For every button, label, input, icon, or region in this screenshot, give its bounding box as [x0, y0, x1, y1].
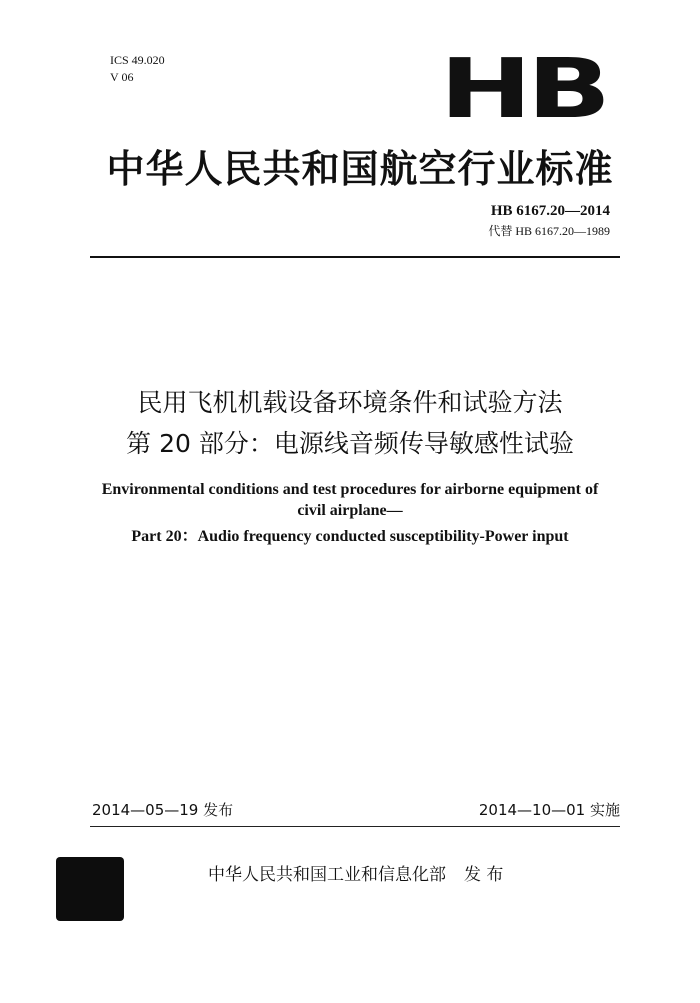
hb-logo [439, 42, 607, 137]
ics-code: ICS 49.020 [110, 53, 165, 67]
document-title-en-line1: Environmental conditions and test procedures for airborne equipment of [101, 481, 599, 498]
standard-category-title: 中华人民共和国航空行业标准 [106, 147, 614, 191]
issuing-authority [208, 860, 503, 885]
effective-date: 2014—10—01 实施 [478, 801, 620, 819]
hb-logo-text: HB [439, 42, 607, 137]
issue-date: 2014—05—19 发布 [92, 801, 234, 819]
replaces-standard: 代替 HB 6167.20—1989 [488, 224, 610, 238]
footer-divider [90, 826, 620, 827]
document-title-zh-line2: 第 20 部分：电源线音频传导敏感性试验 [126, 429, 574, 458]
seal-mark [56, 857, 124, 921]
issuer-action: 发 布 [464, 865, 504, 885]
document-title-zh-line1: 民用飞机机载设备环境条件和试验方法 [137, 388, 563, 417]
document-title-en-line2: civil airplane— [297, 502, 403, 519]
standard-number: HB 6167.20—2014 [490, 203, 610, 219]
classification-codes [110, 52, 165, 86]
document-title-en-line3: Part 20：Audio frequency conducted susceptibility-Power input [131, 528, 569, 545]
header-divider [90, 256, 620, 258]
issuer-name: 中华人民共和国工业和信息化部 [208, 865, 446, 885]
ccs-code: V 06 [110, 70, 134, 84]
